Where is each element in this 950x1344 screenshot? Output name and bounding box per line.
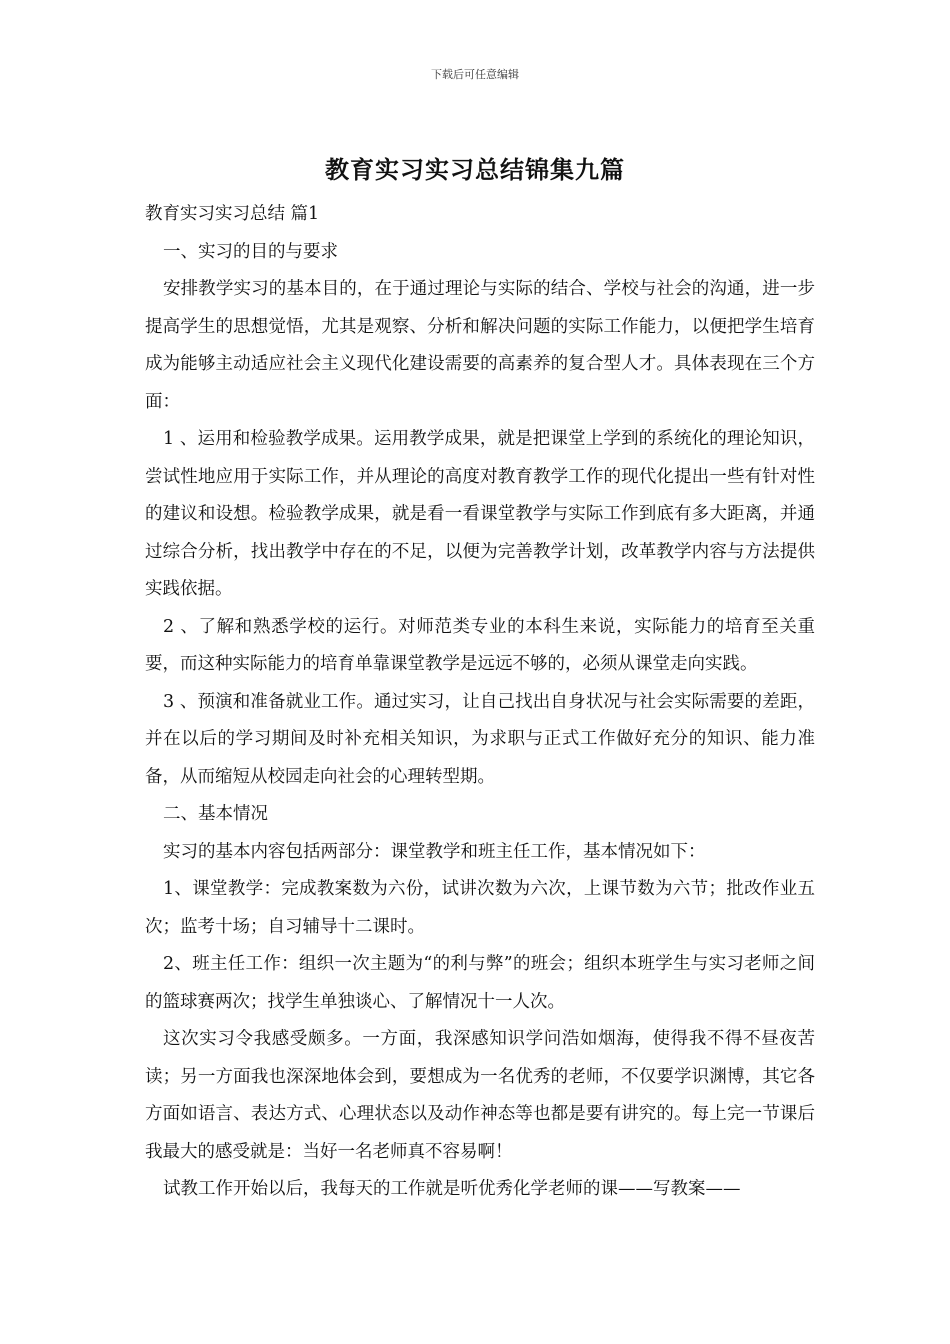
document-body [145,196,815,1209]
paragraph: 2 、了解和熟悉学校的运行。对师范类专业的本科生来说，实际能力的培育至关重要，而这种实际能力的培育单靠课堂教学是远远不够的，必须从课堂走向实践。 [145,616,815,674]
paragraph: 1 、运用和检验教学成果。运用教学成果，就是把课堂上学到的系统化的理论知识，尝试性地应用于实际工作，并从理论的高度对教育教学工作的现代化提出一些有针对性的建议和设想。检验教学成果，就是看一看课堂教学与实际工作到底有多大距离，并通过综合分析，找出教学中存在的不足，以便为完善教学计划，改革教学内容与方法提供实践依据。 [145,429,815,599]
paragraph: 实习的基本内容包括两部分：课堂教学和班主任工作，基本情况如下： [163,841,706,862]
paragraph: 安排教学实习的基本目的，在于通过理论与实际的结合、学校与社会的沟通，进一步提高学生的思想觉悟，尤其是观察、分析和解决问题的实际工作能力，以便把学生培育成为能够主动适应社会主义现代化建设需要的高素养的复合型人才。具体表现在三个方面： [145,279,815,412]
section-subtitle: 教育实习实习总结 篇1 [145,204,320,224]
paragraph: 一、实习的目的与要求 [163,241,338,262]
paragraph: 1、课堂教学：完成教案数为六份，试讲次数为六次，上课节数为六节；批改作业五次；监考十场；自习辅导十二课时。 [145,879,815,937]
paragraph: 这次实习令我感受颇多。一方面，我深感知识学问浩如烟海，使得我不得不昼夜苦读；另一方面我也深深地体会到，要想成为一名优秀的老师，不仅要学识渊博，其它各方面如语言、表达方式、心理状态以及动作神态等也都是要有讲究的。每上完一节课后我最大的感受就是：当好一名老师真不容易啊！ [145,1029,815,1162]
paragraph: 试教工作开始以后，我每天的工作就是听优秀化学老师的课——写教案—— [163,1179,741,1199]
paragraph: 2、班主任工作：组织一次主题为“的利与弊”的班会；组织本班学生与实习老师之间的篮球赛两次；找学生单独谈心、了解情况十一人次。 [145,954,815,1012]
page-header-note: 下载后可任意编辑 [431,68,519,81]
paragraph: 3 、预演和准备就业工作。通过实习，让自己找出自身状况与社会实际需要的差距，并在以后的学习期间及时补充相关知识，为求职与正式工作做好充分的知识、能力准备，从而缩短从校园走向社会的心理转型期。 [145,691,815,787]
document-title: 教育实习实习总结锦集九篇 [325,156,625,184]
paragraph: 二、基本情况 [163,804,268,824]
